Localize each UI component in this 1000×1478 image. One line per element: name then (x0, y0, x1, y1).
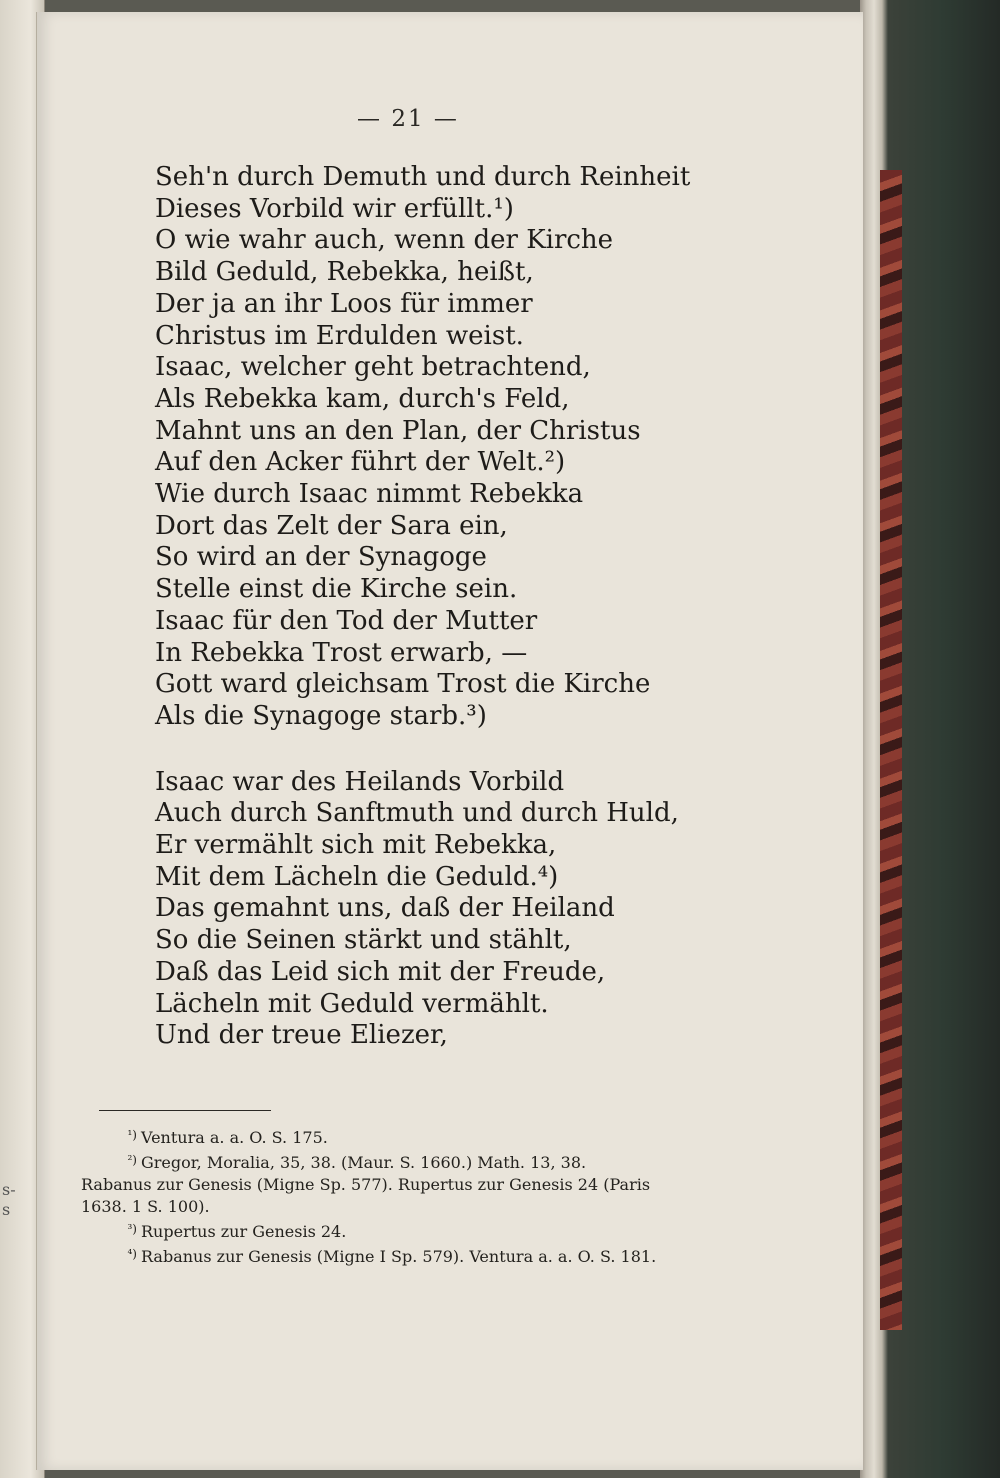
poem-text (155, 162, 755, 1052)
poem-line: O wie wahr auch, wenn der Kirche (155, 225, 614, 256)
footnote-text: Gregor, Moralia, 35, 38. (Maur. S. 1660.) Math. 13, 38. (141, 1153, 587, 1172)
poem-line: Seh'n durch Demuth und durch Reinheit (155, 162, 691, 192)
poem-line: Mit dem Lächeln die Geduld.⁴) (155, 861, 559, 892)
poem-line: Christus im Erdulden weist. (155, 320, 524, 351)
footnote (57, 1174, 747, 1196)
footnotes (57, 1124, 747, 1268)
poem-line: Das gemahnt uns, daß der Heiland (155, 893, 615, 924)
marbled-edge (880, 170, 902, 1330)
footnote-text: Ventura a. a. O. S. 175. (141, 1128, 328, 1147)
book-spine (860, 0, 1000, 1478)
footnote (57, 1124, 747, 1149)
stanza-2 (155, 767, 755, 1052)
left-page-fragment: s (2, 1200, 11, 1219)
poem-line: Wie durch Isaac nimmt Rebekka (155, 479, 584, 510)
footnote-number: ⁴) (127, 1247, 137, 1261)
poem-line: Dort das Zelt der Sara ein, (155, 510, 508, 541)
left-page-fragment: s- (2, 1180, 16, 1199)
footnote-number: ²) (127, 1153, 137, 1167)
footnote-text: 1638. 1 S. 100). (81, 1197, 210, 1216)
footnote (57, 1243, 747, 1268)
poem-line: Stelle einst die Kirche sein. (155, 574, 518, 605)
poem-line: In Rebekka Trost erwarb, — (155, 637, 528, 668)
page-number: — 21 — (357, 106, 459, 132)
footnote (57, 1218, 747, 1243)
poem-line: Lächeln mit Geduld vermählt. (155, 988, 549, 1019)
poem-line: Der ja an ihr Loos für immer (155, 288, 533, 319)
poem-line: Mahnt uns an den Plan, der Christus (155, 415, 641, 446)
poem-line: Auch durch Sanftmuth und durch Huld, (155, 798, 679, 829)
poem-line: So wird an der Synagoge (155, 542, 487, 573)
poem-line: So die Seinen stärkt und stählt, (155, 925, 572, 956)
poem-line: Dieses Vorbild wir erfüllt.¹) (155, 193, 514, 224)
stanza-1 (155, 162, 755, 733)
poem-line: Als Rebekka kam, durch's Feld, (155, 383, 570, 414)
poem-line: Gott ward gleichsam Trost die Kirche (155, 669, 651, 700)
poem-line: Isaac, welcher geht betrachtend, (155, 352, 591, 383)
footnote-text: Rupertus zur Genesis 24. (141, 1222, 347, 1241)
footnote-text: Rabanus zur Genesis (Migne Sp. 577). Rupertus zur Genesis 24 (Paris (81, 1175, 651, 1194)
poem-line: Daß das Leid sich mit der Freude, (155, 956, 606, 987)
poem-line: Isaac für den Tod der Mutter (155, 605, 538, 636)
footnote-number: ³) (127, 1222, 137, 1236)
footnote-text: Rabanus zur Genesis (Migne I Sp. 579). Ventura a. a. O. S. 181. (141, 1247, 657, 1266)
book-page (36, 12, 863, 1470)
footnote-rule (99, 1110, 271, 1111)
poem-line: Isaac war des Heilands Vorbild (155, 766, 565, 797)
poem-line: Bild Geduld, Rebekka, heißt, (155, 257, 534, 288)
footnote-number: ¹) (127, 1128, 137, 1142)
footnote (57, 1149, 747, 1174)
poem-line: Und der treue Eliezer, (155, 1020, 448, 1051)
poem-line: Als die Synagoge starb.³) (155, 700, 487, 731)
poem-line: Er vermählt sich mit Rebekka, (155, 830, 557, 861)
footnote (57, 1196, 747, 1218)
poem-line: Auf den Acker führt der Welt.²) (155, 447, 566, 478)
